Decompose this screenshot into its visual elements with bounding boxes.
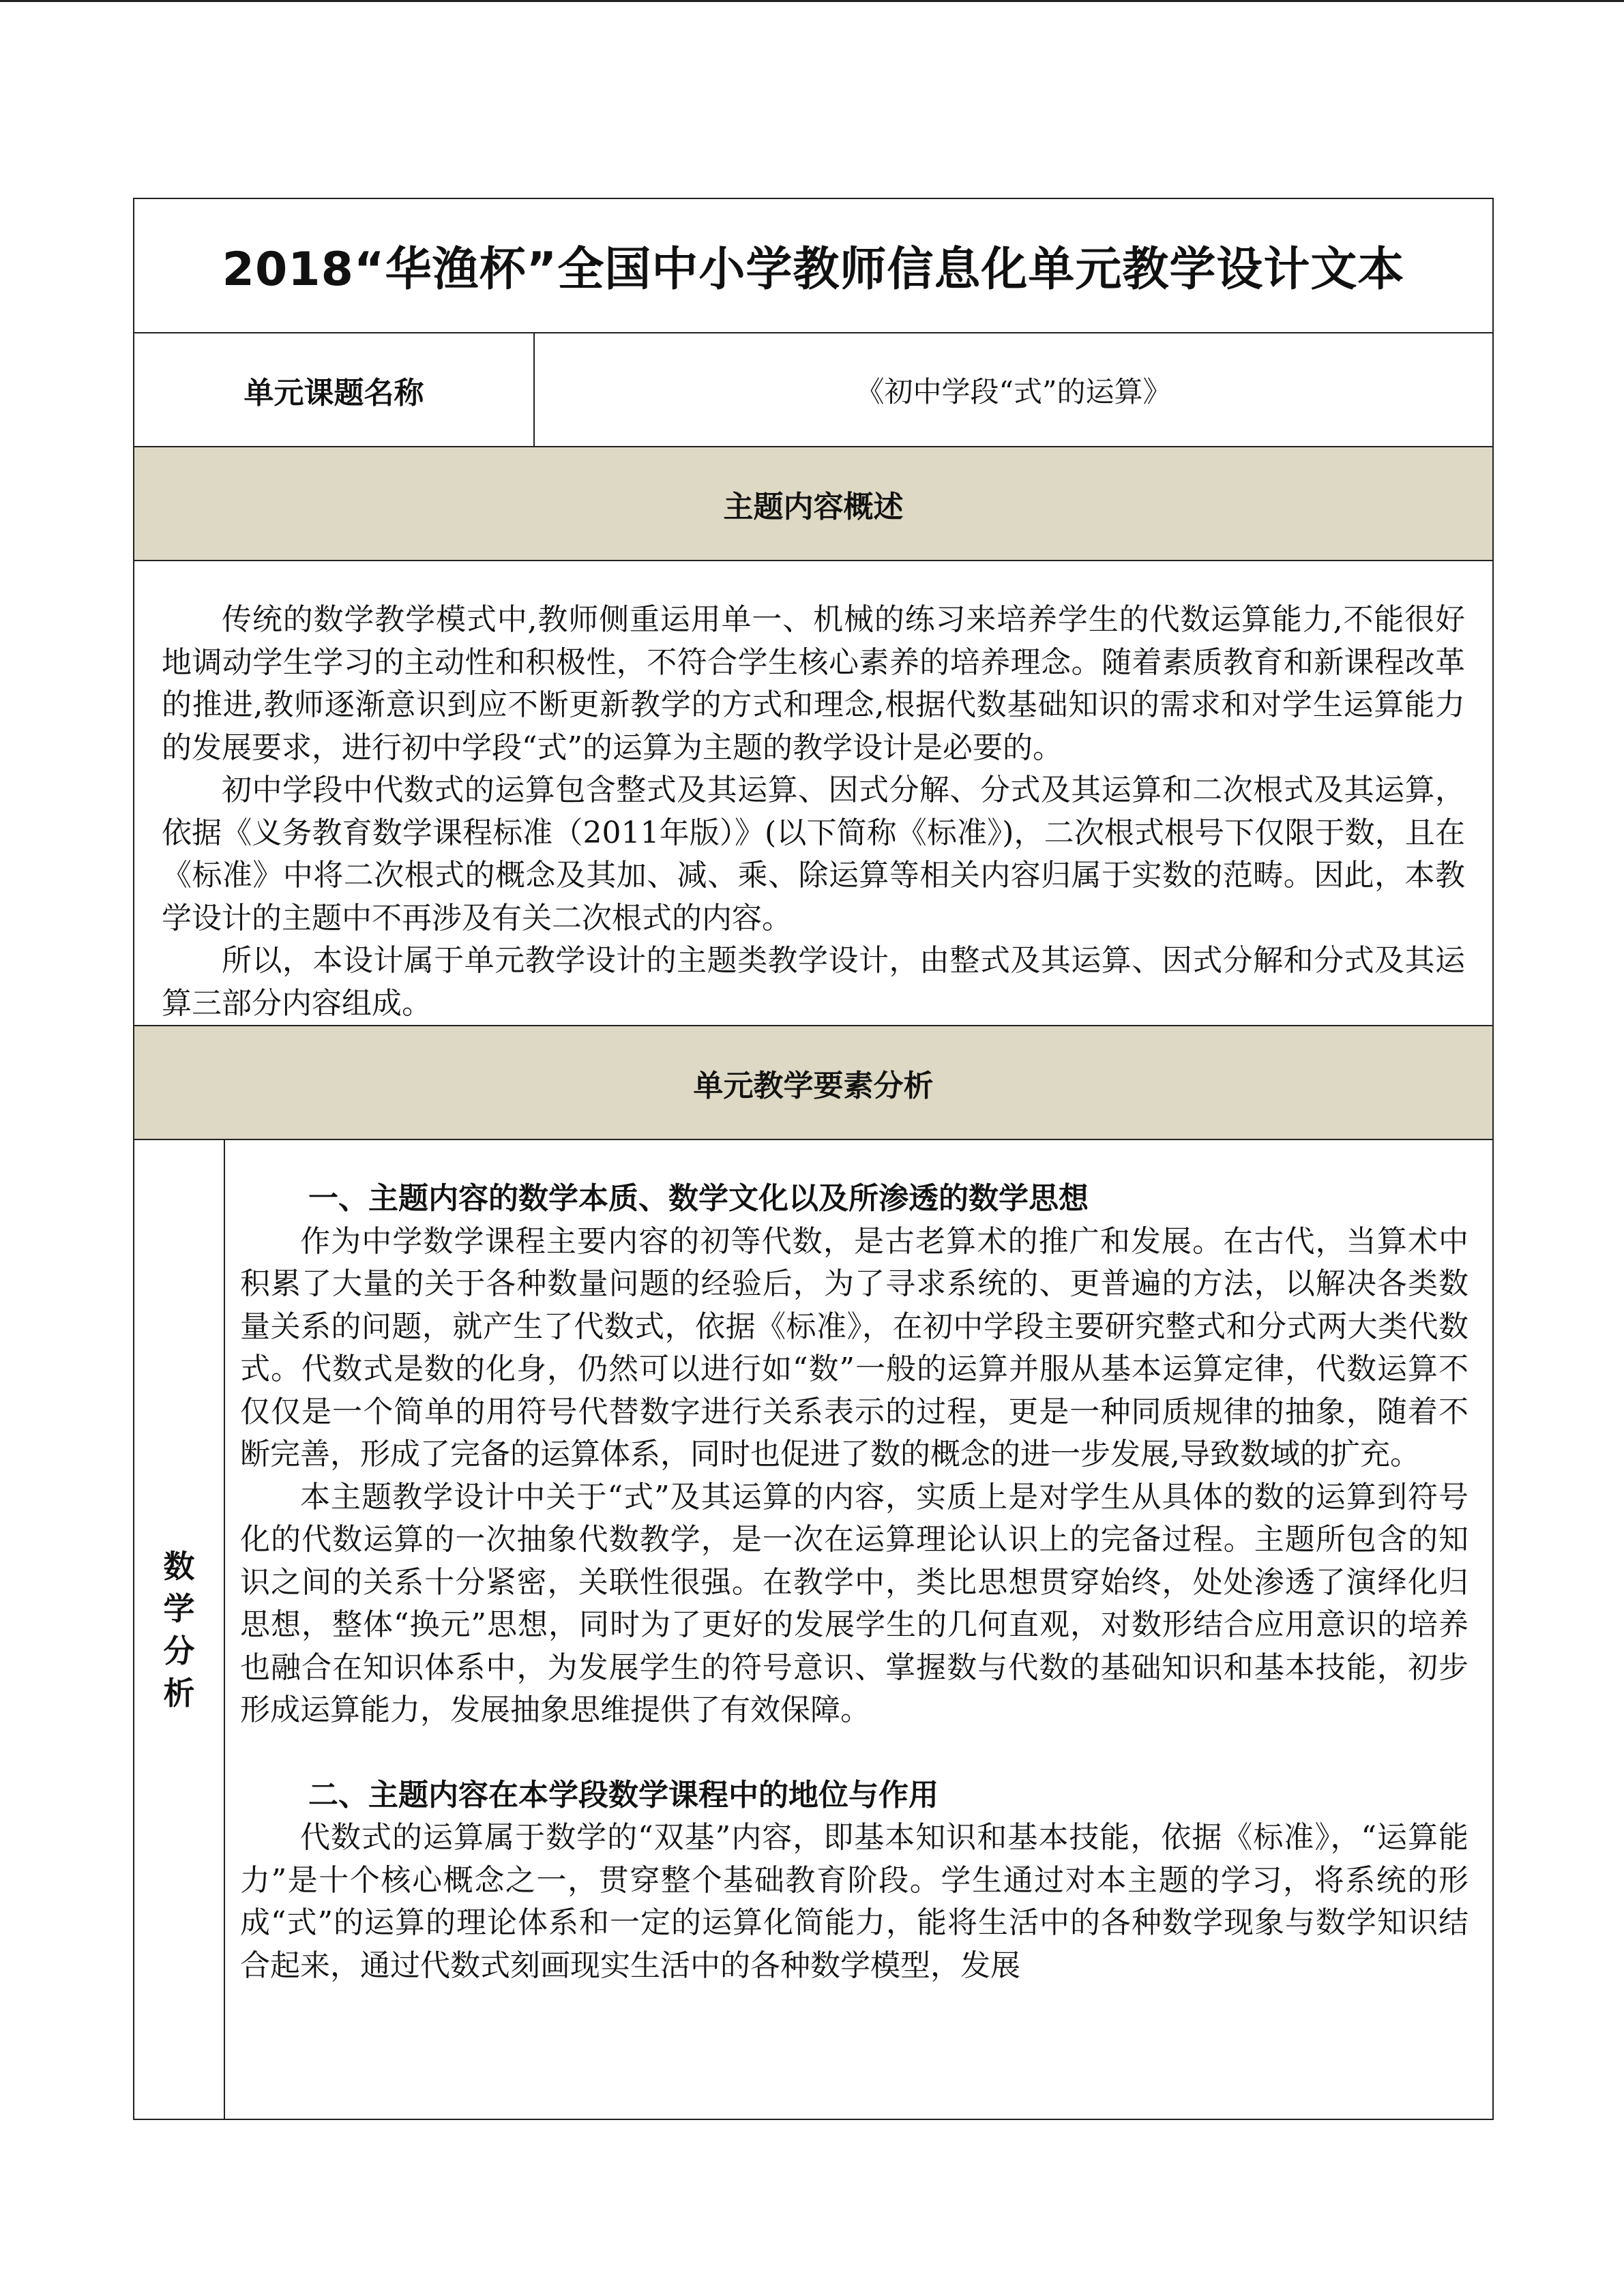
overview-paragraph-2: 初中学段中代数式的运算包含整式及其运算、因式分解、分式及其运算和二次根式及其运算，依据《义务教育数学课程标准（2011年版）》(以下简称《标准》)，二次根式根号下仅限于数，且在《标准》中将二次根式的概念及其加、减、乘、除运算等相关内容归属于实数的范畴。因此，本教学设计的主题中不再涉及有关二次根式的内容。 <box>162 773 1466 936</box>
section-1-paragraph-2: 本主题教学设计中关于“式”及其运算的内容，实质上是对学生从具体的数的运算到符号化的代数运算的一次抽象代数教学，是一次在运算理论认识上的完备过程。主题所包含的知识之间的关系十分紧密，关联性很强。在教学中，类比思想贯穿始终，处处渗透了演绎化归思想，整体“换元”思想，同时为了更好的发展学生的几何直观，对数形结合应用意识的培养也融合在知识体系中，为发展学生的符号意识、掌握数与代数的基础知识和基本技能，初步形成运算能力，发展抽象思维提供了有效保障。 <box>240 1479 1469 1727</box>
section-1-heading: 一、主题内容的数学本质、数学文化以及所渗透的数学思想 <box>308 1181 1089 1216</box>
analysis-heading: 单元教学要素分析 <box>134 1026 1493 1139</box>
section-1-paragraph-1: 作为中学数学课程主要内容的初等代数，是古老算术的推广和发展。在古代，当算术中积累了大量的关于各种数量问题的经验后，为了寻求系统的、更普遍的方法，以解决各类数量关系的问题，就产生了代数式，依据《标准》，在初中学段主要研究整式和分式两大类代数式。代数式是数的化身，仍然可以进行如“数”一般的运算并服从基本运算定律，代数运算不仅仅是一个简单的用符号代替数字进行关系表示的过程，更是一种同质规律的抽象，随着不断完善，形成了完备的运算体系，同时也促进了数的概念的进一步发展,导致数域的扩充。 <box>240 1223 1469 1472</box>
overview-paragraph-1: 传统的数学教学模式中,教师侧重运用单一、机械的练习来培养学生的代数运算能力,不能很好地调动学生学习的主动性和积极性，不符合学生核心素养的培养理念。随着素质教育和新课程改革的推进,教师逐渐意识到应不断更新教学的方式和理念,根据代数基础知识的需求和对学生运算能力的发展要求，进行初中学段“式”的运算为主题的教学设计是必要的。 <box>162 602 1466 765</box>
top-rule <box>0 0 1624 2</box>
unit-name-label: 单元课题名称 <box>134 333 534 447</box>
unit-name-value: 《初中学段“式”的运算》 <box>534 333 1493 447</box>
side-char: 析 <box>163 1674 195 1712</box>
analysis-body <box>224 1139 1493 2119</box>
side-char: 数 <box>163 1547 195 1585</box>
overview-body <box>134 561 1493 1026</box>
math-analysis-label <box>134 1139 224 2119</box>
overview-paragraph-3: 所以，本设计属于单元教学设计的主题类教学设计，由整式及其运算、因式分解和分式及其运算三部分内容组成。 <box>162 943 1466 1021</box>
section-2-heading: 二、主题内容在本学段数学课程中的地位与作用 <box>308 1777 939 1813</box>
side-char: 分 <box>163 1632 195 1669</box>
section-2-paragraph-1: 代数式的运算属于数学的“双基”内容，即基本知识和基本技能，依据《标准》，“运算能力”是十个核心概念之一，贯穿整个基础教育阶段。学生通过对本主题的学习，将系统的形成“式”的运算的理论体系和一定的运算化简能力，能将生活中的各种数学现象与数学知识结合起来，通过代数式刻画现实生活中的各种数学模型，发展 <box>240 1820 1469 1983</box>
section-gap <box>240 1732 1468 1774</box>
side-char: 学 <box>163 1590 195 1627</box>
document-title: 2018“华渔杯”全国中小学教师信息化单元教学设计文本 <box>134 198 1493 333</box>
overview-heading: 主题内容概述 <box>134 447 1493 561</box>
design-table <box>133 198 1494 2120</box>
